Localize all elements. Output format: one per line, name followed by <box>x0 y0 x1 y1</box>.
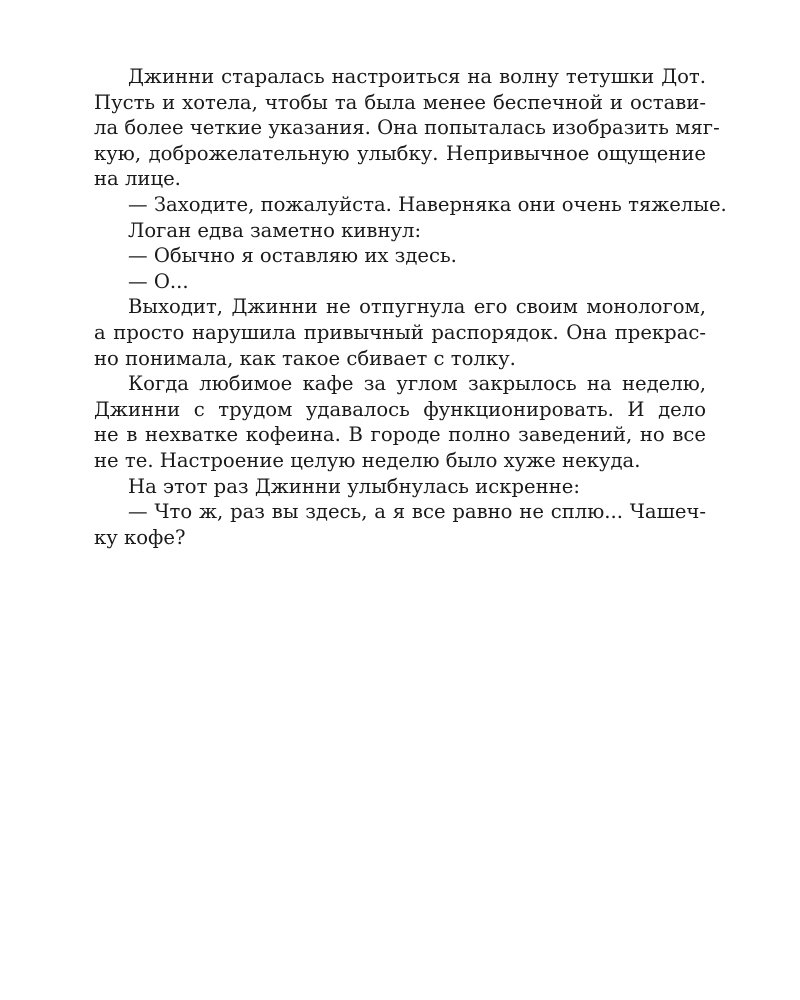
text-line: а просто нарушила привычный распорядок. Она прекрас- <box>94 320 706 344</box>
text-line: на лице. <box>94 167 181 191</box>
paragraph-7 <box>94 371 706 473</box>
paragraph-2 <box>94 192 727 218</box>
text-line: не те. Настроение целую неделю было хуже некуда. <box>94 448 641 472</box>
text-line: Выходит, Джинни не отпугнула его своим монологом, <box>128 295 706 319</box>
text-line: — Заходите, пожалуйста. Наверняка они очень тяжелые. <box>128 192 727 216</box>
text-line: Пусть и хотела, чтобы та была менее беспечной и остави- <box>94 90 706 114</box>
text-line: кую, доброжелательную улыбку. Непривычное ощущение <box>94 141 706 165</box>
text-line: Когда любимое кафе за углом закрылось на неделю, <box>128 372 706 396</box>
text-line: ку кофе? <box>94 525 186 549</box>
text-line: — Обычно я оставляю их здесь. <box>128 244 457 268</box>
text-line: Логан едва заметно кивнул: <box>128 218 422 242</box>
paragraph-9 <box>94 499 706 550</box>
paragraph-5 <box>94 269 706 295</box>
text-line: Джинни с трудом удавалось функционировать. И дело <box>94 397 706 421</box>
paragraph-6 <box>94 294 706 371</box>
text-line: — О... <box>128 269 189 293</box>
paragraph-3 <box>94 218 706 244</box>
paragraph-4 <box>94 243 706 269</box>
text-line: но понимала, как такое сбивает с толку. <box>94 346 516 370</box>
text-line: Джинни старалась настроиться на волну тетушки Дот. <box>128 65 706 88</box>
book-page-text <box>94 64 727 550</box>
text-line: — Что ж, раз вы здесь, а я все равно не сплю... Чашеч- <box>128 500 706 524</box>
text-line: не в нехватке кофеина. В городе полно заведений, но все <box>94 423 706 447</box>
paragraph-8 <box>94 474 706 500</box>
text-line: ла более четкие указания. Она попыталась изобразить мяг- <box>94 116 720 140</box>
text-line: На этот раз Джинни улыбнулась искренне: <box>128 474 580 498</box>
paragraph-1 <box>94 64 720 192</box>
